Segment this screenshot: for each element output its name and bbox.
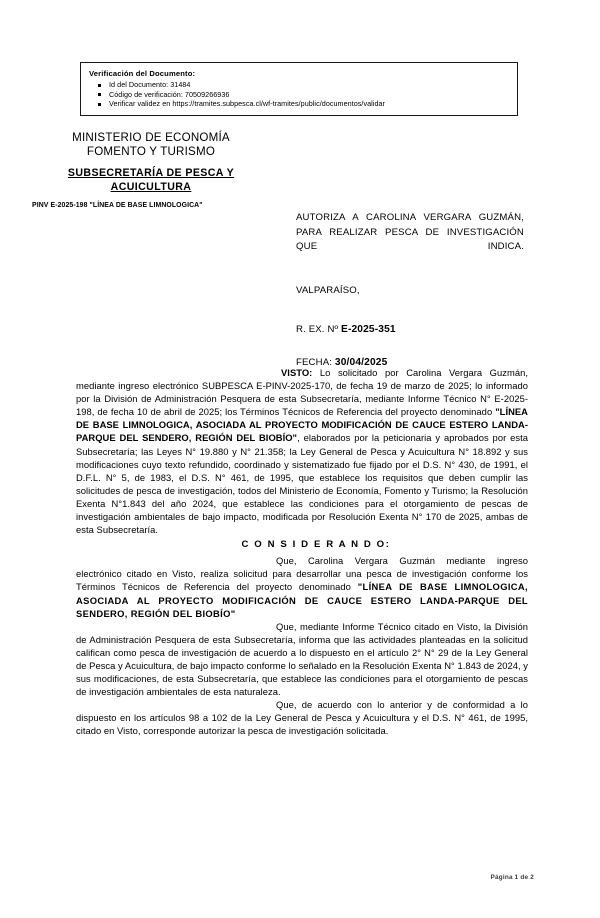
resolution-number-row [296,324,524,335]
considerando-2-text: Que, mediante Informe Técnico citado en Visto, la División de Administración Pesquera de esta Subsecretaría, informa que las actividades planteadas en la solicitud califican como pesca de investigación de acuerdo a lo dispuesto en el artículo 2° N° 29 de la Ley General de Pesca y Acuicultura, de bajo impacto conforme lo señalado en la Resolución Exenta N° 1.843 de 2024, y sus modificaciones, de esta Subsecretaría, que establece las condiciones para el otorgamiento de pescas de investigación ambientales de esta naturaleza. [76,620,528,698]
considerando-paragraph-2 [76,620,528,699]
pinv-reference: PINV E-2025-198 "LÍNEA DE BASE LIMNOLOGICA" [32,201,203,209]
considerando-3-text: Que, de acuerdo con lo anterior y de conformidad a lo dispuesto en los artículos 98 a 102 de la Ley General de Pesca y Acuicultura y el D.S. N° 461, de 1995, citado en Visto, corresponde autorizar la pesca de investigación solicitada. [76,699,528,737]
verification-item-url[interactable]: Verificar validez en https://tramites.subpesca.cl/wf-tramites/public/documentos/validar [109,99,511,109]
issue-date-label: FECHA: [296,356,335,368]
resolution-number-label: R. EX. Nº [296,323,341,335]
visto-text-part-1: Lo solicitado por Carolina Vergara Guzmán, mediante ingreso electrónico SUBPESCA E-PINV-2025-170, de fecha 19 de marzo de 2025; lo informado por la División de Administración Pesquera de esta Subsecretaría, mediante Informe Técnico N° E-2025-198, de fecha 10 de abril de 2025; los Términos Técnicos de Referencia del proyecto denominado [76,367,528,418]
considerando-1-project-title: "LÍNEA DE BASE LIMNOLOGICA, ASOCIADA AL PROYECTO MODIFICACIÓN DE CAUCE ESTERO LANDA-PARQUE DEL SENDERO, REGIÓN DEL BIOBÍO" [76,581,528,619]
visto-text-part-2: , elaborados por la peticionaria y aprobados por esta Subsecretaría; las Leyes N° 19.880 y N° 21.358; la Ley General de Pesca y Acuicultura N° 18.892 y sus modificaciones cuyo texto refundido, coordinado y sistematizado fue fijado por el D.S. N° 430, de 1991, el D.F.L. N° 5, de 1983, el D.S. N° 461, de 1995, que establece los requisitos que deben cumplir las solicitudes de pesca de investigación, todos del Ministerio de Economía, Fomento y Turismo; la Resolución Exenta N°1.843 del año 2024, que establece las condiciones para el otorgamiento de pescas de investigación ambientales de bajo impacto, modificada por Resolución Exenta N° 170 de 2025, ambas de esta Subsecretaría. [76,432,528,536]
document-verification-box [80,62,518,116]
verification-list [89,80,511,109]
verification-title: Verificación del Documento: [89,69,196,78]
subsecretaria-line-2: ACUICULTURA [110,181,192,193]
considerando-paragraph-1 [76,554,528,619]
letterhead [32,131,270,209]
issue-date-value: 30/04/2025 [334,356,388,368]
visto-label: VISTO: [281,367,313,378]
issue-place: VALPARAÍSO, [296,284,360,296]
visto-paragraph [76,366,528,536]
document-body [76,366,528,738]
ministry-line-2: FOMENTO Y TURISMO [86,145,216,159]
verification-item-code: Código de verificación: 70509266936 [109,90,511,100]
considerando-heading: C O N S I D E R A N D O: [241,539,391,551]
visto-project-title: "LÍNEA DE BASE LIMNOLOGICA, ASOCIADA AL PROYECTO MODIFICACIÓN DE CAUCE ESTERO LANDA-PARQUE DEL SENDERO, REGIÓN DEL BIOBÍO" [76,406,528,444]
resolution-number-value: E-2025-351 [341,323,396,335]
ministry-line-1: MINISTERIO DE ECONOMÍA [72,131,230,144]
considerando-paragraph-3 [76,698,528,737]
considerando-1-text: Que, Carolina Vergara Guzmán mediante ingreso electrónico citado en Visto, realiza solicitud para desarrollar una pesca de investigación conforme los Términos Técnicos de Referencia del proyecto denominado [76,555,528,593]
heading-block [296,211,524,368]
subsecretaria-line-1: SUBSECRETARÍA DE PESCA Y [67,167,235,180]
page-number-footer: Página 1 de 2 [490,874,534,881]
verification-item-document-id: Id del Documento: 31484 [109,80,511,90]
document-subject: AUTORIZA A CAROLINA VERGARA GUZMÁN, PARA REALIZAR PESCA DE INVESTIGACIÓN QUE INDICA. [296,212,524,253]
